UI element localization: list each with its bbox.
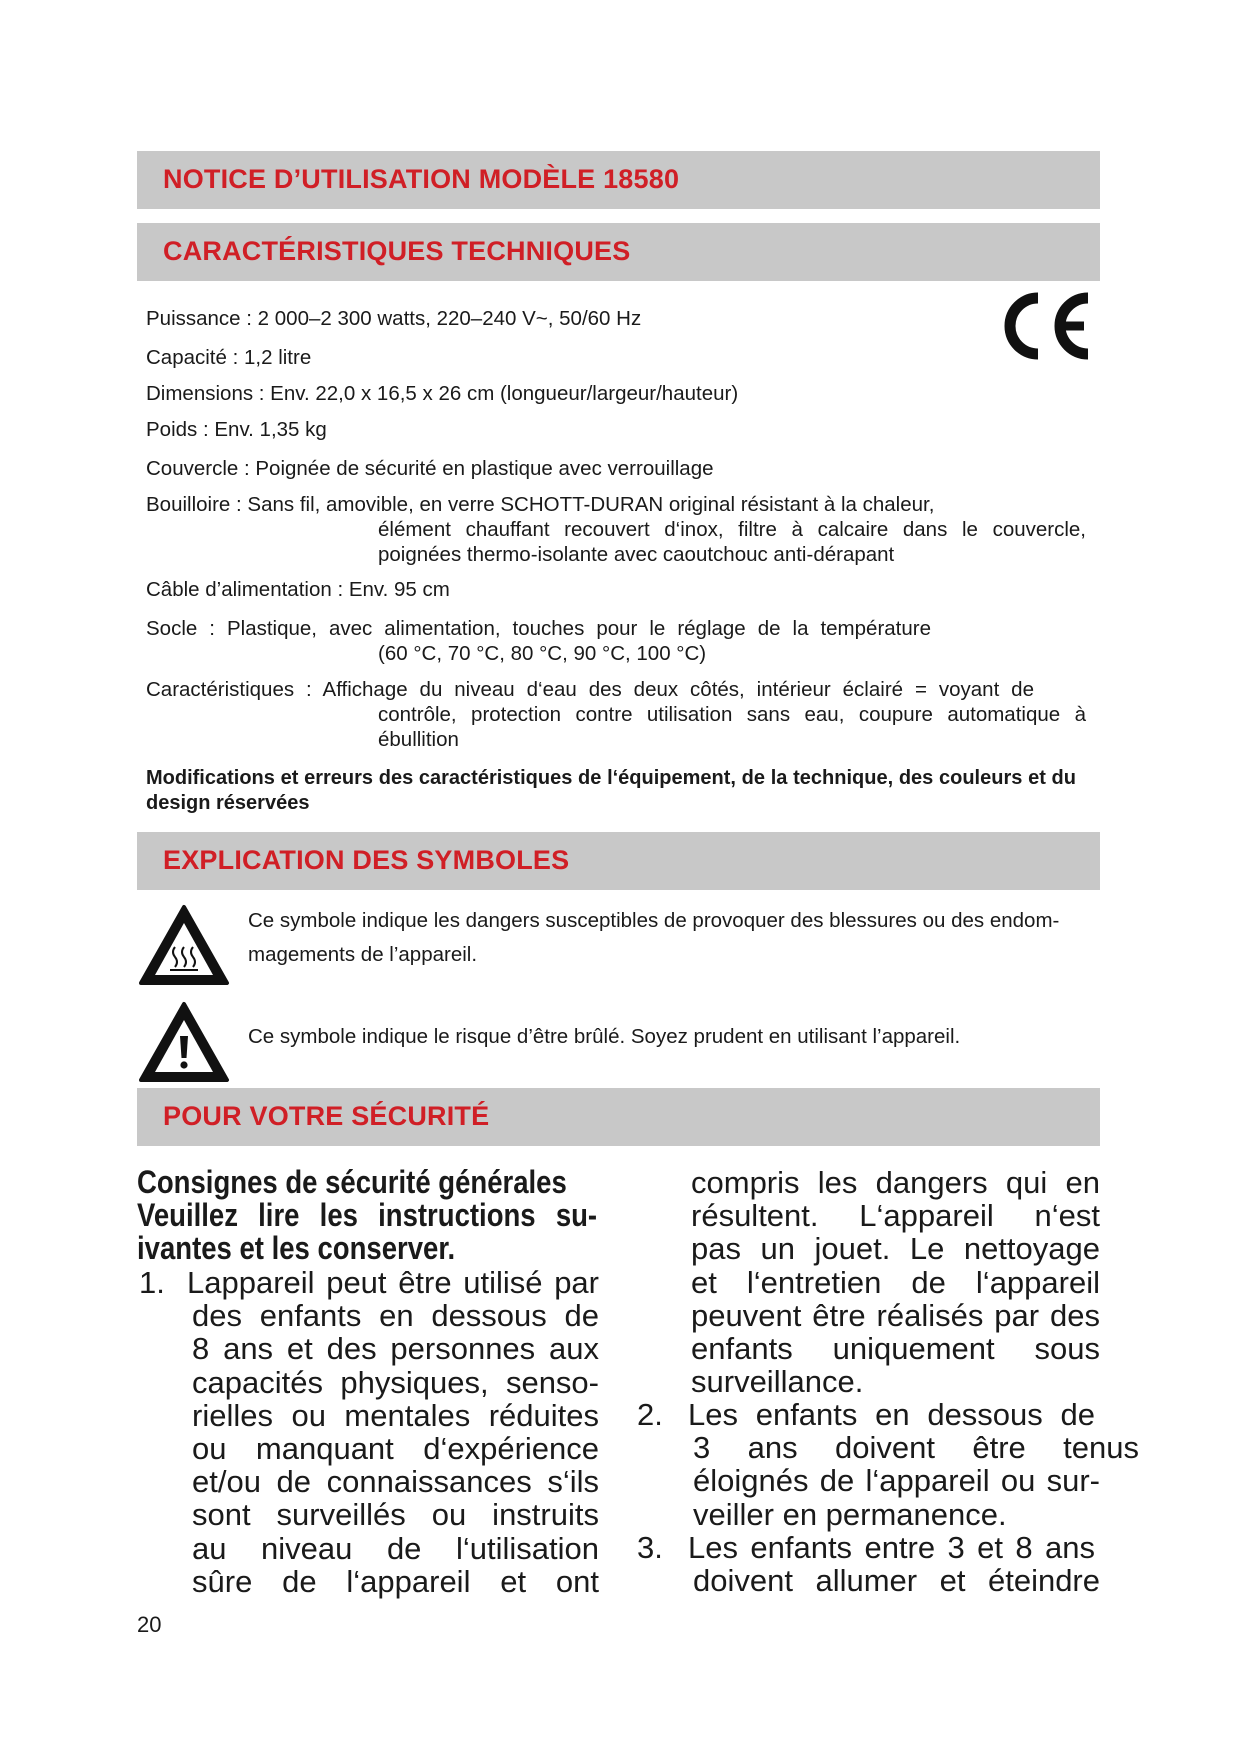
item-line: des enfants en dessous de (192, 1298, 599, 1334)
item-number: 3. (637, 1530, 663, 1565)
item-number: 1. (139, 1265, 165, 1300)
item-line: rielles ou mentales réduites (192, 1397, 599, 1433)
item-line: 8 ans et des personnes aux (192, 1331, 599, 1367)
safety-item-1-continued (691, 1166, 1100, 1398)
item-line: 3 ans doivent être tenus (693, 1430, 1139, 1466)
svg-text:CE: CE (998, 290, 1000, 291)
spec-kettle (146, 492, 1086, 567)
safety-section-heading: POUR VOTRE SÉCURITÉ (163, 1101, 490, 1131)
item-line: pas un jouet. Le nettoyage (691, 1231, 1100, 1267)
item-line: compris les dangers qui en (691, 1165, 1100, 1200)
item-line: veiller en permanence. (693, 1496, 1007, 1532)
item-1-first-line-wrap (187, 1266, 599, 1299)
spec-base (146, 616, 931, 666)
item-2-rest (693, 1464, 1100, 1530)
spec-power: Puissance : 2 000–2 300 watts, 220–240 V~, 50/60 Hz (146, 307, 642, 330)
item-line: capacités physiques, senso- (192, 1364, 599, 1400)
ce-mark-icon (998, 290, 1094, 362)
page-number: 20 (137, 1612, 162, 1637)
spec-base-line: Socle : Plastique, avec alimentation, touches pour le réglage de la température (146, 617, 931, 640)
safety-heading-line: Veuillez lire les instructions su- (137, 1197, 598, 1234)
title-band (137, 151, 1100, 209)
tech-section-band (137, 223, 1100, 281)
tech-section-heading: CARACTÉRISTIQUES TECHNIQUES (163, 236, 631, 266)
symbols-section-heading: EXPLICATION DES SYMBOLES (163, 845, 570, 875)
item-1-body (192, 1299, 599, 1598)
spec-dimensions: Dimensions : Env. 22,0 x 16,5 x 26 cm (longueur/largeur/hauteur) (146, 382, 739, 405)
item-line: Lappareil peut être utilisé par (187, 1265, 599, 1300)
spec-features-line: ébullition (378, 728, 459, 751)
item-number: 2. (637, 1397, 663, 1432)
spec-features (146, 677, 1086, 752)
safety-item-3 (637, 1531, 1100, 1597)
spec-weight: Poids : Env. 1,35 kg (146, 418, 327, 441)
item-line: au niveau de l‘utilisation (192, 1530, 599, 1566)
spec-base-line: (60 °C, 70 °C, 80 °C, 90 °C, 100 °C) (378, 642, 707, 665)
item-line: Les enfants en dessous de (688, 1397, 1095, 1432)
item-line: résultent. L‘appareil n‘est (691, 1198, 1100, 1234)
spec-capacity: Capacité : 1,2 litre (146, 346, 312, 369)
item-2-second (693, 1431, 1139, 1464)
danger-symbol-line: magements de l’appareil. (248, 943, 478, 966)
item-line: sont surveillés ou instruits (192, 1497, 599, 1533)
item-line: enfants uniquement sous (691, 1331, 1100, 1367)
spec-cable: Câble d’alimentation : Env. 95 cm (146, 578, 450, 601)
safety-section-band (137, 1088, 1100, 1146)
spec-kettle-line: poignées thermo-isolante avec caoutchouc anti-dérapant (378, 543, 895, 566)
item-line: peuvent être réalisés par des (691, 1297, 1100, 1333)
danger-symbol-line: Ce symbole indique les dangers susceptibles de provoquer des blessures ou des endom- (248, 909, 1060, 932)
spec-features-line: Caractéristiques : Affichage du niveau d‘eau des deux côtés, intérieur éclairé = voyant de (146, 678, 1034, 701)
specs-disclaimer (146, 766, 1076, 816)
item-line: Les enfants entre 3 et 8 ans (688, 1530, 1095, 1565)
spec-kettle-line: élément chauffant recouvert d‘inox, filtre à calcaire dans le couvercle, (378, 518, 1086, 541)
item-line: ou manquant d‘expérience (192, 1431, 599, 1467)
symbols-section-band (137, 832, 1100, 890)
safety-left-column (137, 1166, 597, 1266)
document-title: NOTICE D’UTILISATION MODÈLE 18580 (163, 164, 680, 194)
item-line: et/ou de connaissances s‘ils (192, 1464, 599, 1500)
item-line: sûre de l‘appareil et ont (192, 1563, 599, 1599)
item-line: éloignés de l‘appareil ou sur- (693, 1463, 1100, 1499)
spec-lid: Couvercle : Poignée de sécurité en plastique avec verrouillage (146, 457, 714, 480)
hot-surface-warning-icon (137, 903, 231, 987)
safety-heading (137, 1166, 597, 1266)
disclaimer-line: design réservées (146, 792, 310, 814)
spec-features-line: contrôle, protection contre utilisation sans eau, coupure automatique à (378, 703, 1086, 726)
safety-heading-line: Consignes de sécurité générales (137, 1164, 567, 1200)
item-line: doivent allumer et éteindre (693, 1563, 1100, 1599)
disclaimer-line: Modifications et erreurs des caractéristiques de l‘équipement, de la technique, des couleurs et du (146, 767, 1076, 789)
safety-heading-line: ivantes et les conserver. (137, 1230, 456, 1267)
safety-item-1 (137, 1266, 599, 1598)
item-3-rest (693, 1564, 1100, 1597)
spec-kettle-line: Bouilloire : Sans fil, amovible, en verre SCHOTT-DURAN original résistant à la chaleur, (146, 493, 935, 516)
safety-item-2 (637, 1398, 1142, 1531)
exclamation-warning-icon (137, 1000, 231, 1084)
danger-symbol-text (248, 904, 1059, 972)
item-3-first (688, 1531, 1100, 1564)
item-2-first (688, 1398, 1095, 1431)
item-line: surveillance. (691, 1364, 864, 1400)
burn-symbol-text: Ce symbole indique le risque d’être brûlé. Soyez prudent en utilisant l’appareil. (248, 1025, 961, 1048)
item-line: et l‘entretien de l‘appareil (691, 1264, 1100, 1300)
